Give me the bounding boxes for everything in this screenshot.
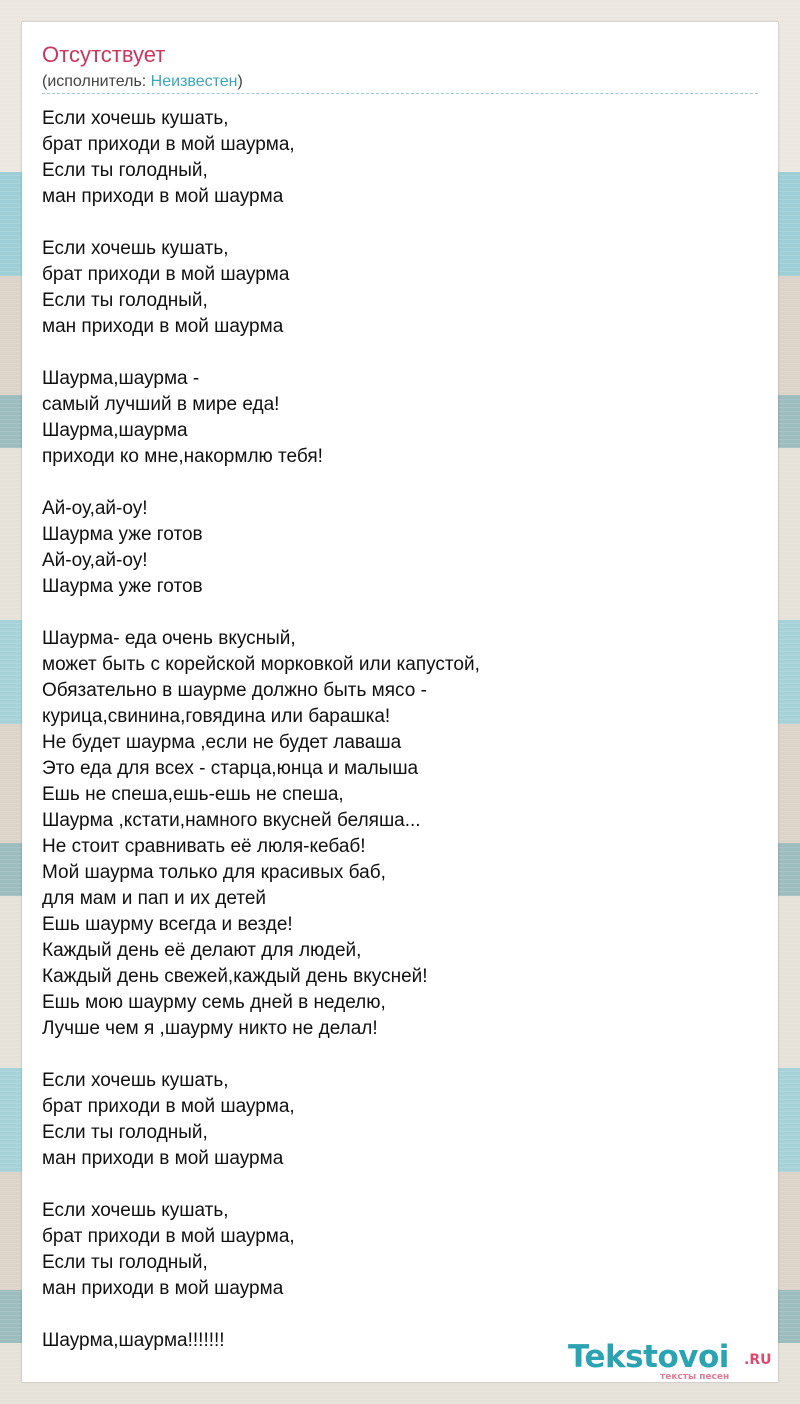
lyric-line: Не стоит сравнивать её люля-кебаб!: [42, 836, 366, 857]
lyric-line: Шаурма,шаурма -: [42, 368, 200, 389]
lyric-line: Обязательно в шаурме должно быть мясо -: [42, 680, 427, 701]
lyric-line: для мам и пап и их детей: [42, 888, 267, 909]
artist-link[interactable]: Неизвестен: [150, 73, 238, 90]
lyric-line: Ай-оу,ай-оу!: [42, 498, 148, 519]
logo-tld: .RU: [744, 1352, 772, 1368]
lyric-line: Если ты голодный,: [42, 290, 208, 311]
artist-suffix: ): [237, 73, 243, 90]
lyric-line: Шаурма ,кстати,намного вкусней беляша...: [42, 810, 421, 831]
title-divider: [42, 93, 758, 94]
lyric-line: [42, 1302, 758, 1328]
lyric-line: Если хочешь кушать,: [42, 238, 229, 259]
lyric-line: Шаурма,шаурма: [42, 420, 188, 441]
lyric-line: Ешь не спеша,ешь-ешь не спеша,: [42, 784, 344, 805]
lyric-line: Ешь мою шаурму семь дней в неделю,: [42, 992, 386, 1013]
logo-name: Tekstovoi: [568, 1339, 729, 1375]
lyric-line: ман приходи в мой шаурма: [42, 316, 284, 337]
logo-tagline: тексты песен: [660, 1372, 730, 1382]
lyric-line: курица,свинина,говядина или барашка!: [42, 706, 391, 727]
lyric-line: ман приходи в мой шаурма: [42, 1278, 284, 1299]
lyric-line: ман приходи в мой шаурма: [42, 1148, 284, 1169]
lyric-line: Если ты голодный,: [42, 160, 208, 181]
lyric-line: Шаурма- еда очень вкусный,: [42, 628, 296, 649]
lyric-line: ман приходи в мой шаурма: [42, 186, 284, 207]
lyric-line: Каждый день свежей,каждый день вкусней!: [42, 966, 428, 987]
site-logo[interactable]: [568, 1340, 778, 1382]
lyric-line: [42, 1042, 758, 1068]
lyric-line: Каждый день её делают для людей,: [42, 940, 362, 961]
lyric-line: самый лучший в мире еда!: [42, 394, 280, 415]
lyric-line: брат приходи в мой шаурма,: [42, 1096, 295, 1117]
lyrics-card: [22, 22, 778, 1382]
lyric-line: [42, 470, 758, 496]
lyric-line: Если ты голодный,: [42, 1122, 208, 1143]
lyric-line: Это еда для всех - старца,юнца и малыша: [42, 758, 419, 779]
lyric-line: Ай-оу,ай-оу!: [42, 550, 148, 571]
lyrics-text: [42, 106, 758, 1354]
artist-line: [42, 73, 243, 91]
lyric-line: [42, 210, 758, 236]
lyric-line: [42, 600, 758, 626]
lyric-line: Шаурма уже готов: [42, 576, 203, 597]
lyric-line: [42, 340, 758, 366]
lyric-line: Шаурма,шаурма!!!!!!!: [42, 1330, 225, 1351]
lyric-line: [42, 1172, 758, 1198]
lyric-line: Не будет шаурма ,если не будет лаваша: [42, 732, 402, 753]
lyric-line: брат приходи в мой шаурма,: [42, 134, 295, 155]
lyric-line: Лучше чем я ,шаурму никто не делал!: [42, 1018, 378, 1039]
lyric-line: может быть с корейской морковкой или капустой,: [42, 654, 480, 675]
lyric-line: брат приходи в мой шаурма,: [42, 1226, 295, 1247]
artist-prefix: (исполнитель:: [42, 73, 151, 90]
lyric-line: Мой шаурма только для красивых баб,: [42, 862, 386, 883]
lyric-line: Если хочешь кушать,: [42, 108, 229, 129]
lyric-line: брат приходи в мой шаурма: [42, 264, 290, 285]
lyric-line: Ешь шаурму всегда и везде!: [42, 914, 293, 935]
lyric-line: Шаурма уже готов: [42, 524, 203, 545]
song-title: Отсутствует: [42, 42, 166, 67]
lyric-line: Если хочешь кушать,: [42, 1070, 229, 1091]
lyric-line: Если хочешь кушать,: [42, 1200, 229, 1221]
lyric-line: приходи ко мне,накормлю тебя!: [42, 446, 323, 467]
lyric-line: Если ты голодный,: [42, 1252, 208, 1273]
